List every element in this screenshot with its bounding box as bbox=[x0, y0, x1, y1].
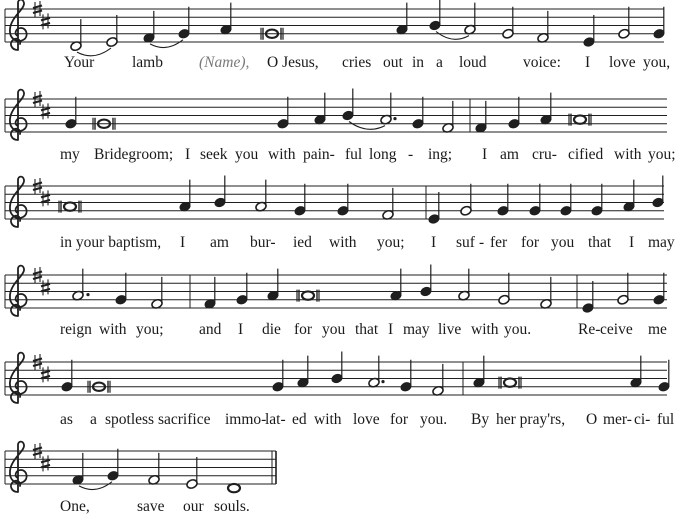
sharp-sign bbox=[41, 366, 50, 382]
note bbox=[267, 269, 280, 302]
augmentation-dot bbox=[381, 380, 384, 383]
note bbox=[442, 101, 455, 134]
sharp-bar bbox=[33, 96, 42, 99]
sharp-bar bbox=[33, 188, 42, 191]
note-head bbox=[228, 484, 240, 492]
lyric: reign bbox=[60, 321, 92, 338]
lyric: with bbox=[614, 146, 642, 163]
note bbox=[390, 269, 403, 302]
sharp-bar bbox=[41, 460, 50, 463]
lyric: that bbox=[588, 234, 612, 251]
note bbox=[61, 360, 74, 393]
note-head bbox=[302, 291, 314, 299]
lyric: may bbox=[403, 321, 430, 338]
lyric: my bbox=[60, 146, 80, 163]
lyric-name-placeholder: (Name), bbox=[199, 54, 250, 71]
lyric: you bbox=[551, 234, 575, 251]
lyric: as bbox=[60, 411, 73, 428]
lyric: ied bbox=[293, 234, 312, 251]
lyric: in your baptism, bbox=[60, 234, 162, 251]
lyric: a bbox=[436, 54, 443, 71]
lyric: I bbox=[585, 54, 591, 71]
lyric: long bbox=[369, 146, 397, 163]
lyric: that bbox=[355, 321, 379, 338]
note-head bbox=[504, 378, 516, 386]
lyric: I bbox=[482, 146, 488, 163]
note bbox=[460, 184, 473, 217]
note bbox=[412, 97, 425, 130]
lyric: for bbox=[390, 411, 409, 428]
note bbox=[272, 360, 285, 393]
lyric: suf bbox=[456, 234, 475, 251]
lyric: lamb bbox=[132, 54, 163, 71]
note bbox=[630, 356, 643, 389]
note-head bbox=[64, 202, 76, 210]
lyric: O Jesus, bbox=[267, 54, 319, 71]
lyric: mer- bbox=[603, 411, 632, 428]
note bbox=[107, 449, 120, 482]
note bbox=[382, 188, 395, 221]
note bbox=[540, 277, 553, 310]
lyric: fer bbox=[490, 234, 508, 251]
note bbox=[583, 15, 596, 48]
sharp-bar bbox=[33, 272, 42, 275]
lyric: am bbox=[210, 234, 229, 251]
note bbox=[72, 453, 85, 486]
sharp-bar bbox=[33, 6, 42, 9]
lyric: with bbox=[471, 321, 499, 338]
lyric: in bbox=[412, 54, 425, 71]
sharp-bar bbox=[41, 108, 50, 111]
note bbox=[214, 176, 227, 209]
sharp-bar bbox=[41, 284, 50, 287]
sharp-bar bbox=[33, 359, 42, 362]
sharp-sign bbox=[41, 13, 50, 29]
lyric: - bbox=[408, 146, 414, 163]
lyric: with bbox=[314, 411, 342, 428]
note bbox=[653, 273, 666, 306]
lyric: ing; bbox=[428, 146, 453, 163]
note bbox=[294, 184, 307, 217]
note bbox=[106, 15, 119, 48]
lyric: I bbox=[388, 321, 394, 338]
lyric: with bbox=[99, 321, 127, 338]
lyric: cries bbox=[342, 54, 372, 71]
lyric: ceive bbox=[600, 321, 633, 338]
lyric: you; bbox=[648, 146, 676, 163]
note bbox=[297, 356, 310, 389]
lyric: I bbox=[629, 234, 635, 251]
note bbox=[537, 11, 550, 44]
note bbox=[220, 3, 233, 36]
slur bbox=[150, 40, 183, 48]
note bbox=[314, 93, 327, 126]
note bbox=[582, 281, 595, 314]
lyric: am bbox=[500, 146, 519, 163]
lyric: souls. bbox=[214, 498, 250, 515]
lyric: ci- bbox=[634, 411, 651, 428]
note bbox=[502, 7, 515, 40]
sharp-bar bbox=[33, 448, 42, 451]
lyric: a bbox=[90, 411, 97, 428]
slur bbox=[436, 32, 469, 40]
sharp-sign bbox=[41, 103, 50, 119]
note-head bbox=[574, 115, 586, 123]
sharp-sign bbox=[41, 279, 50, 295]
note bbox=[400, 360, 413, 393]
note bbox=[653, 7, 666, 40]
note bbox=[178, 7, 191, 40]
lyric: for bbox=[294, 321, 313, 338]
note bbox=[148, 453, 161, 486]
note bbox=[652, 176, 665, 209]
note bbox=[429, 0, 442, 31]
sharp-sign bbox=[41, 455, 50, 471]
note bbox=[236, 273, 249, 306]
sharp-sign bbox=[41, 190, 50, 206]
sharp-bar bbox=[41, 18, 50, 21]
note bbox=[428, 192, 441, 225]
note bbox=[380, 93, 393, 126]
note bbox=[497, 184, 510, 217]
lyric: - bbox=[479, 234, 485, 251]
note bbox=[618, 7, 631, 40]
lyric: cru- bbox=[532, 146, 557, 163]
note bbox=[508, 97, 521, 130]
note bbox=[204, 277, 217, 310]
note bbox=[591, 184, 604, 217]
slur bbox=[79, 482, 112, 490]
lyric: you bbox=[322, 321, 346, 338]
sharp-bar bbox=[33, 101, 42, 104]
note bbox=[464, 3, 477, 36]
lyric: lat- bbox=[265, 411, 286, 428]
lyric: ful bbox=[345, 146, 363, 163]
note bbox=[255, 180, 268, 213]
lyric: love bbox=[609, 54, 636, 71]
lyric: our bbox=[183, 498, 204, 515]
lyric: immo- bbox=[225, 411, 267, 428]
lyric: you; bbox=[136, 321, 164, 338]
note bbox=[658, 360, 671, 393]
lyric: her pray'rs, bbox=[496, 411, 566, 428]
lyric: cified bbox=[568, 146, 604, 163]
lyric: O bbox=[586, 411, 598, 428]
lyric: I bbox=[431, 234, 437, 251]
lyric: for bbox=[521, 234, 540, 251]
note bbox=[70, 19, 83, 52]
lyric: Re- bbox=[578, 321, 601, 338]
sharp-bar bbox=[33, 453, 42, 456]
note bbox=[560, 184, 573, 217]
lyric: ed bbox=[292, 411, 307, 428]
note bbox=[179, 180, 192, 213]
note bbox=[72, 269, 85, 302]
note bbox=[115, 273, 128, 306]
lyric: me bbox=[648, 321, 667, 338]
augmentation-dot bbox=[86, 293, 89, 296]
lyric: I bbox=[238, 321, 244, 338]
note bbox=[458, 269, 471, 302]
note bbox=[529, 184, 542, 217]
sharp-bar bbox=[33, 11, 42, 14]
lyric: By bbox=[471, 411, 490, 428]
note bbox=[420, 265, 433, 298]
sharp-bar bbox=[33, 364, 42, 367]
staff-system bbox=[5, 9, 664, 56]
lyric: voice: bbox=[523, 54, 561, 71]
note bbox=[432, 364, 445, 397]
lyric: seek bbox=[200, 146, 228, 163]
lyric: you, bbox=[643, 54, 671, 71]
note bbox=[475, 101, 488, 134]
note bbox=[617, 273, 630, 306]
note bbox=[186, 457, 199, 490]
lyric: save bbox=[137, 498, 165, 515]
lyric: and bbox=[199, 321, 222, 338]
note bbox=[473, 356, 486, 389]
note bbox=[342, 89, 355, 122]
lyric: live bbox=[438, 321, 462, 338]
lyric: you. bbox=[504, 321, 532, 338]
note bbox=[151, 277, 164, 310]
lyric: may bbox=[648, 234, 675, 251]
lyric: I bbox=[180, 234, 186, 251]
note bbox=[277, 97, 290, 130]
lyric: Bridegroom; bbox=[94, 146, 174, 163]
sharp-bar bbox=[41, 195, 50, 198]
lyric: die bbox=[262, 321, 281, 338]
note bbox=[337, 184, 350, 217]
lyric: you. bbox=[420, 411, 448, 428]
sharp-bar bbox=[33, 183, 42, 186]
lyric: Your bbox=[64, 54, 95, 71]
sharp-bar bbox=[41, 371, 50, 374]
lyric: you; bbox=[377, 234, 405, 251]
note bbox=[368, 356, 381, 389]
lyric: out bbox=[383, 54, 403, 71]
note bbox=[331, 352, 344, 385]
note bbox=[540, 93, 553, 126]
augmentation-dot bbox=[393, 117, 396, 120]
lyric: with bbox=[268, 146, 296, 163]
lyric: I bbox=[185, 146, 191, 163]
note bbox=[228, 484, 240, 492]
note bbox=[143, 11, 156, 44]
lyric: pain- bbox=[303, 146, 335, 163]
note bbox=[623, 180, 636, 213]
lyric: spotless sacrifice bbox=[105, 411, 211, 428]
note bbox=[65, 97, 78, 130]
lyric: love bbox=[353, 411, 380, 428]
lyric: bur- bbox=[250, 234, 276, 251]
staff-system bbox=[5, 275, 667, 308]
slur bbox=[349, 122, 385, 130]
lyric: One, bbox=[60, 498, 90, 515]
note bbox=[396, 3, 409, 36]
note bbox=[498, 273, 511, 306]
sharp-bar bbox=[33, 277, 42, 280]
lyric: you bbox=[235, 146, 259, 163]
lyric: ful bbox=[657, 411, 675, 428]
lyric: loud bbox=[459, 54, 487, 71]
lyric: with bbox=[329, 234, 357, 251]
